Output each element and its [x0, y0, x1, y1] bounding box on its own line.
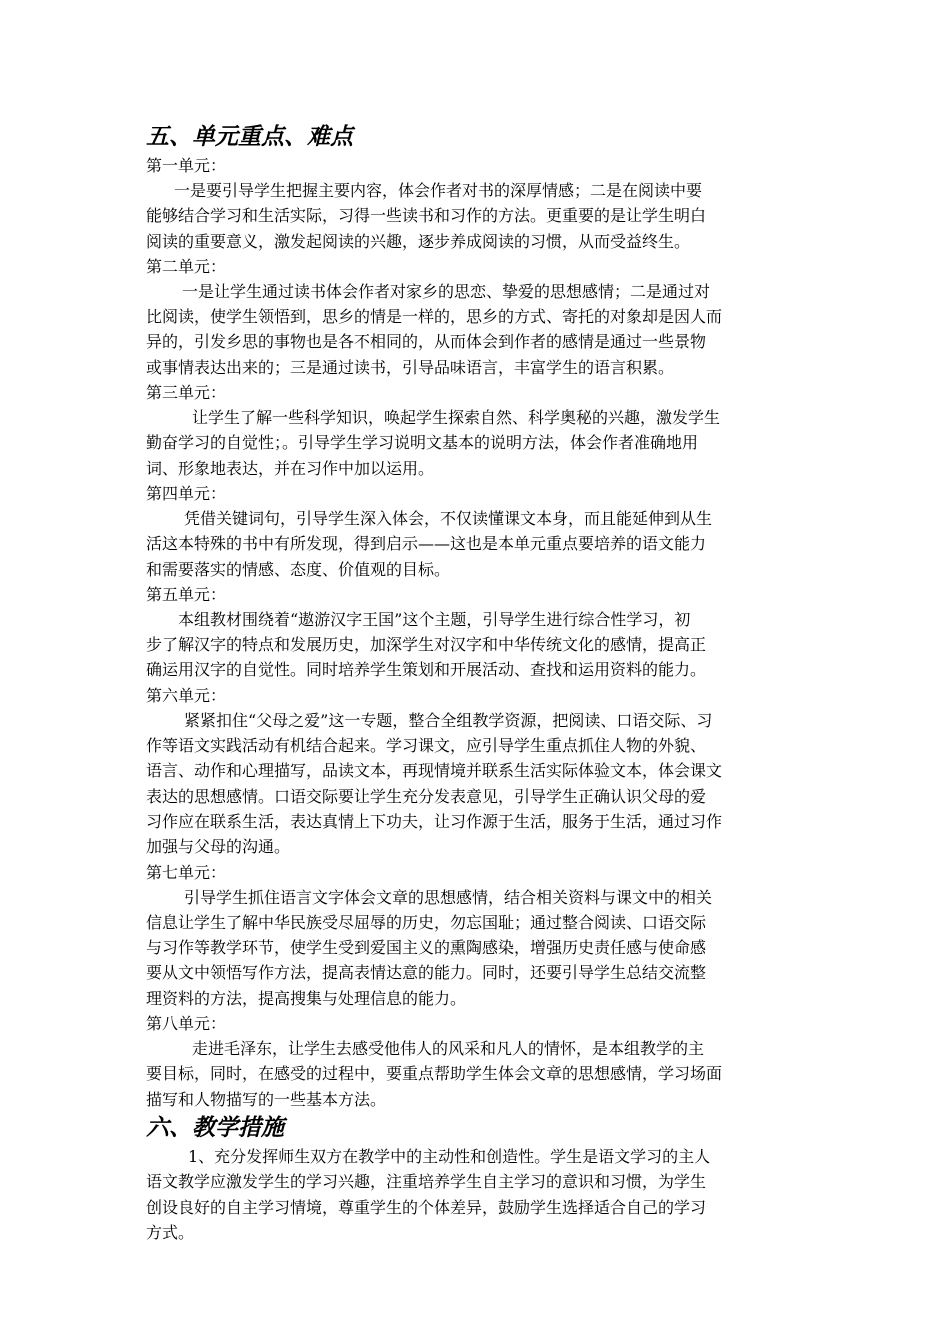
text-line: 理资料的方法，提高搜集与处理信息的能力。 [146, 988, 467, 1008]
text-line: 习作应在联系生活，表达真情上下功夫，让习作源于生活，服务于生活，通过习作 [146, 811, 723, 831]
text-line: 紧紧扣住“父母之爱”这一专题，整合全组教学资源，把阅读、口语交际、习 [184, 710, 713, 730]
unit-paragraph [146, 279, 810, 380]
text-line: 勤奋学习的自觉性；。引导学生学习说明文基本的说明方法，体会作者准确地用 [146, 433, 699, 453]
text-line: 一是让学生通过读书体会作者对家乡的思恋、挚爱的思想感情；二是通过对 [182, 281, 711, 301]
unit-paragraph [146, 708, 810, 860]
text-line: 比阅读，使学生领悟到，思乡的情是一样的，思乡的方式、寄托的对象却是因人而 [146, 307, 723, 327]
text-line: 引导学生抓住语言文字体会文章的思想感情，结合相关资料与课文中的相关 [184, 887, 713, 907]
text-line: 描写和人物描写的一些基本方法。 [146, 1089, 387, 1109]
text-line: 语言、动作和心理描写，品读文本，再现情境并联系生活实际体验文本，体会课文 [146, 761, 723, 781]
unit-label: 第六单元： [146, 685, 227, 705]
text-line: 一是要引导学生把握主要内容，体会作者对书的深厚情感；二是在阅读中要 [174, 181, 703, 200]
unit-paragraph [146, 885, 810, 1011]
text-line: 加强与父母的沟通。 [146, 837, 291, 857]
text-line: 要从文中领悟写作方法，提高表情达意的能力。同时，还要引导学生总结交流整 [146, 963, 707, 983]
unit-label: 第四单元： [146, 483, 227, 503]
unit-list [146, 153, 810, 1112]
unit-label: 第三单元： [146, 383, 227, 403]
unit-label: 第五单元： [146, 584, 227, 604]
unit-paragraph [146, 178, 810, 254]
text-line: 方式。 [146, 1222, 195, 1242]
text-line: 或事情表达出来的；三是通过读书，引导品味语言，丰富学生的语言积累。 [146, 357, 675, 377]
document-page [146, 121, 810, 1245]
unit-paragraph [146, 1036, 810, 1112]
text-line: 阅读的重要意义，激发起阅读的兴趣，逐步养成阅读的习惯，从而受益终生。 [146, 231, 691, 251]
text-line: 异的，引发乡思的事物也是各不相同的，从而体会到作者的感情是通过一些景物 [146, 332, 707, 352]
unit-paragraph [146, 405, 810, 481]
text-line: 步了解汉字的特点和发展历史，加深学生对汉字和中华传统文化的感情，提高正 [146, 635, 707, 655]
unit-label: 第一单元： [146, 156, 227, 175]
text-line: 和需要落实的情感、态度、价值观的目标。 [146, 559, 451, 579]
text-line: 1、充分发挥师生双方在教学中的主动性和创造性。学生是语文学习的主人 [188, 1146, 711, 1166]
text-line: 信息让学生了解中华民族受尽屈辱的历史，勿忘国耻；通过整合阅读、口语交际 [146, 912, 707, 932]
unit-label: 第八单元： [146, 1014, 227, 1034]
text-line: 要目标，同时，在感受的过程中，要重点帮助学生体会文章的思想感情，学习场面 [146, 1064, 723, 1084]
measure-paragraph [146, 1144, 810, 1245]
unit-label: 第二单元： [146, 256, 227, 276]
text-line: 能够结合学习和生活实际，习得一些读书和习作的方法。更重要的是让学生明白 [146, 206, 707, 226]
text-line: 本组教材围绕着“遨游汉字王国”这个主题，引导学生进行综合性学习，初 [178, 609, 691, 629]
text-line: 活这本特殊的书中有所发现，得到启示——这也是本单元重点要培养的语文能力 [146, 534, 707, 554]
text-line: 创设良好的自主学习情境，尊重学生的个体差异，鼓励学生选择适合自己的学习 [146, 1197, 707, 1217]
section-heading-key-points: 五、单元重点、难点 [146, 123, 353, 150]
text-line: 作等语文实践活动有机结合起来。学习课文，应引导学生重点抓住人物的外貌、 [146, 736, 707, 756]
text-line: 确运用汉字的自觉性。同时培养学生策划和开展活动、查找和运用资料的能力。 [146, 660, 707, 680]
text-line: 词、形象地表达，并在习作中加以运用。 [146, 458, 435, 478]
unit-label: 第七单元： [146, 862, 227, 882]
text-line: 让学生了解一些科学知识，唤起学生探索自然、科学奥秘的兴趣，激发学生 [192, 408, 721, 428]
section-heading-teaching-measures: 六、教学措施 [146, 1113, 284, 1141]
text-line: 走进毛泽东，让学生去感受他伟人的风采和凡人的情怀，是本组教学的主 [192, 1039, 705, 1059]
text-line: 语文教学应激发学生的学习兴趣，注重培养学生自主学习的意识和习惯，为学生 [146, 1172, 707, 1192]
unit-paragraph [146, 607, 810, 683]
text-line: 表达的思想感情。口语交际要让学生充分发表意见，引导学生正确认识父母的爱 [146, 786, 707, 806]
text-line: 与习作等教学环节，使学生受到爱国主义的熏陶感染，增强历史责任感与使命感 [146, 938, 707, 958]
measures-list [146, 1144, 810, 1245]
text-line: 凭借关键词句，引导学生深入体会，不仅读懂课文本身，而且能延伸到从生 [184, 508, 713, 528]
unit-paragraph [146, 506, 810, 582]
